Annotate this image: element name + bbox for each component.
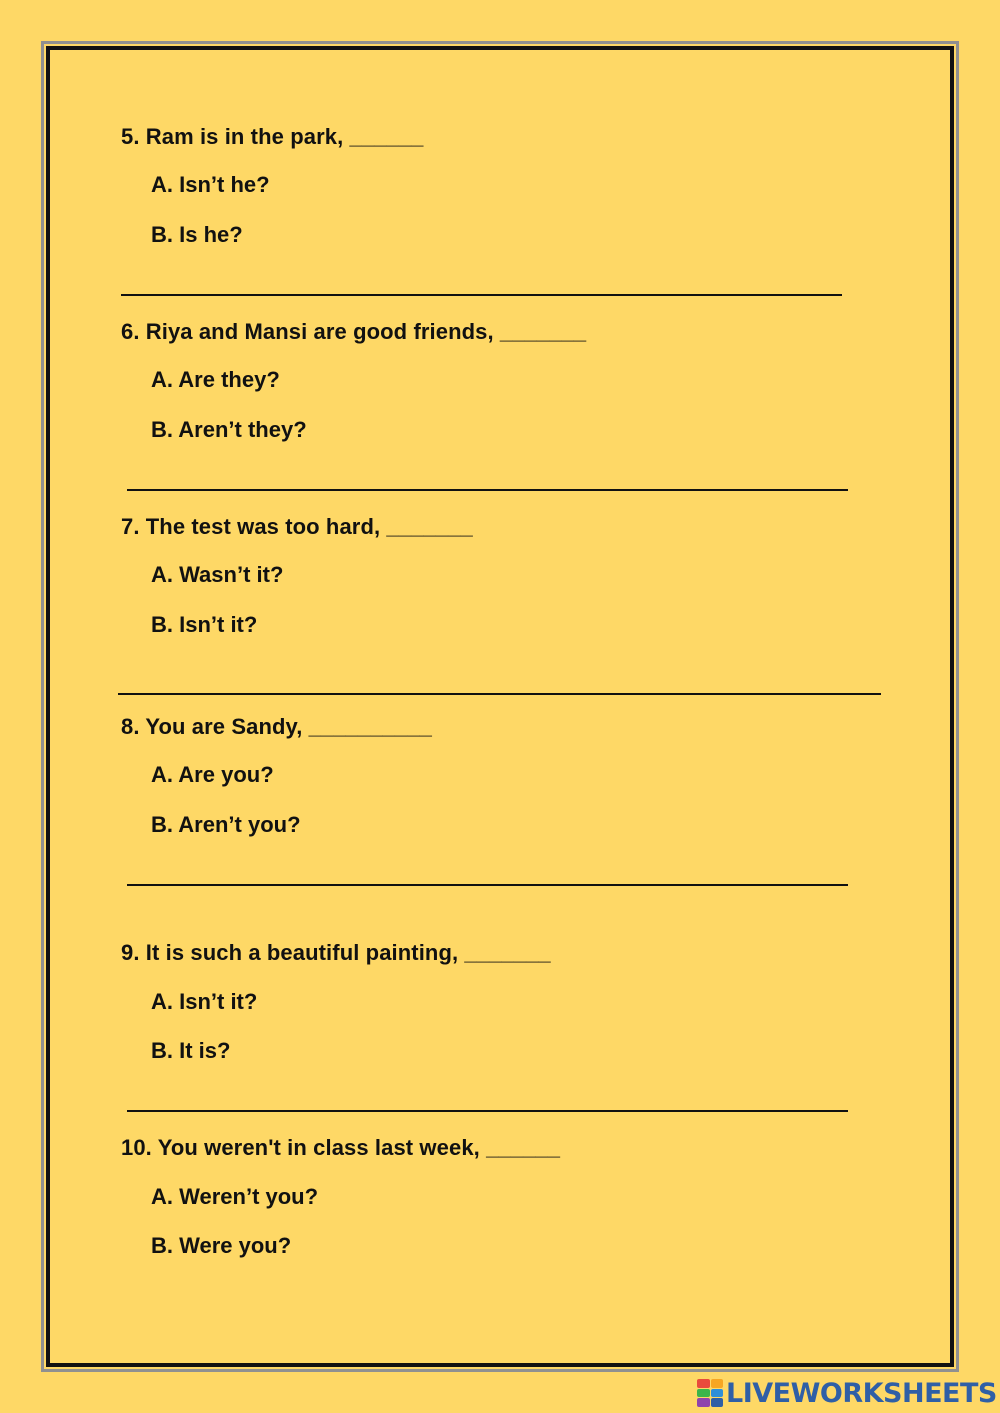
answer-line-7[interactable] bbox=[118, 693, 881, 695]
question-10-option-a[interactable]: A. Weren’t you? bbox=[151, 1184, 319, 1209]
question-8: 8. You are Sandy, __________ bbox=[121, 714, 433, 739]
question-5: 5. Ram is in the park, ______ bbox=[121, 124, 424, 149]
question-7-option-b[interactable]: B. Isn’t it? bbox=[151, 612, 258, 637]
question-6: 6. Riya and Mansi are good friends, _______ bbox=[121, 319, 587, 344]
question-9: 9. It is such a beautiful painting, _______ bbox=[121, 940, 551, 965]
question-9-option-a[interactable]: A. Isn’t it? bbox=[151, 989, 258, 1014]
question-8-option-b[interactable]: B. Aren’t you? bbox=[151, 812, 301, 837]
question-7-option-a[interactable]: A. Wasn’t it? bbox=[151, 562, 284, 587]
liveworksheets-logo-icon bbox=[697, 1379, 723, 1407]
question-5-option-b[interactable]: B. Is he? bbox=[151, 222, 243, 247]
brand-name: LIVEWORKSHEETS bbox=[726, 1377, 997, 1409]
question-9-option-b[interactable]: B. It is? bbox=[151, 1038, 231, 1063]
answer-line-5[interactable] bbox=[121, 294, 842, 296]
question-10: 10. You weren't in class last week, ______ bbox=[121, 1135, 561, 1160]
answer-line-6[interactable] bbox=[127, 489, 848, 491]
liveworksheets-logo bbox=[697, 1377, 997, 1409]
question-10-option-b[interactable]: B. Were you? bbox=[151, 1233, 292, 1258]
question-6-option-a[interactable]: A. Are they? bbox=[151, 367, 280, 392]
question-5-option-a[interactable]: A. Isn’t he? bbox=[151, 172, 270, 197]
answer-line-8[interactable] bbox=[127, 884, 848, 886]
question-7: 7. The test was too hard, _______ bbox=[121, 514, 473, 539]
question-8-option-a[interactable]: A. Are you? bbox=[151, 762, 274, 787]
answer-line-9[interactable] bbox=[127, 1110, 848, 1112]
question-6-option-b[interactable]: B. Aren’t they? bbox=[151, 417, 307, 442]
